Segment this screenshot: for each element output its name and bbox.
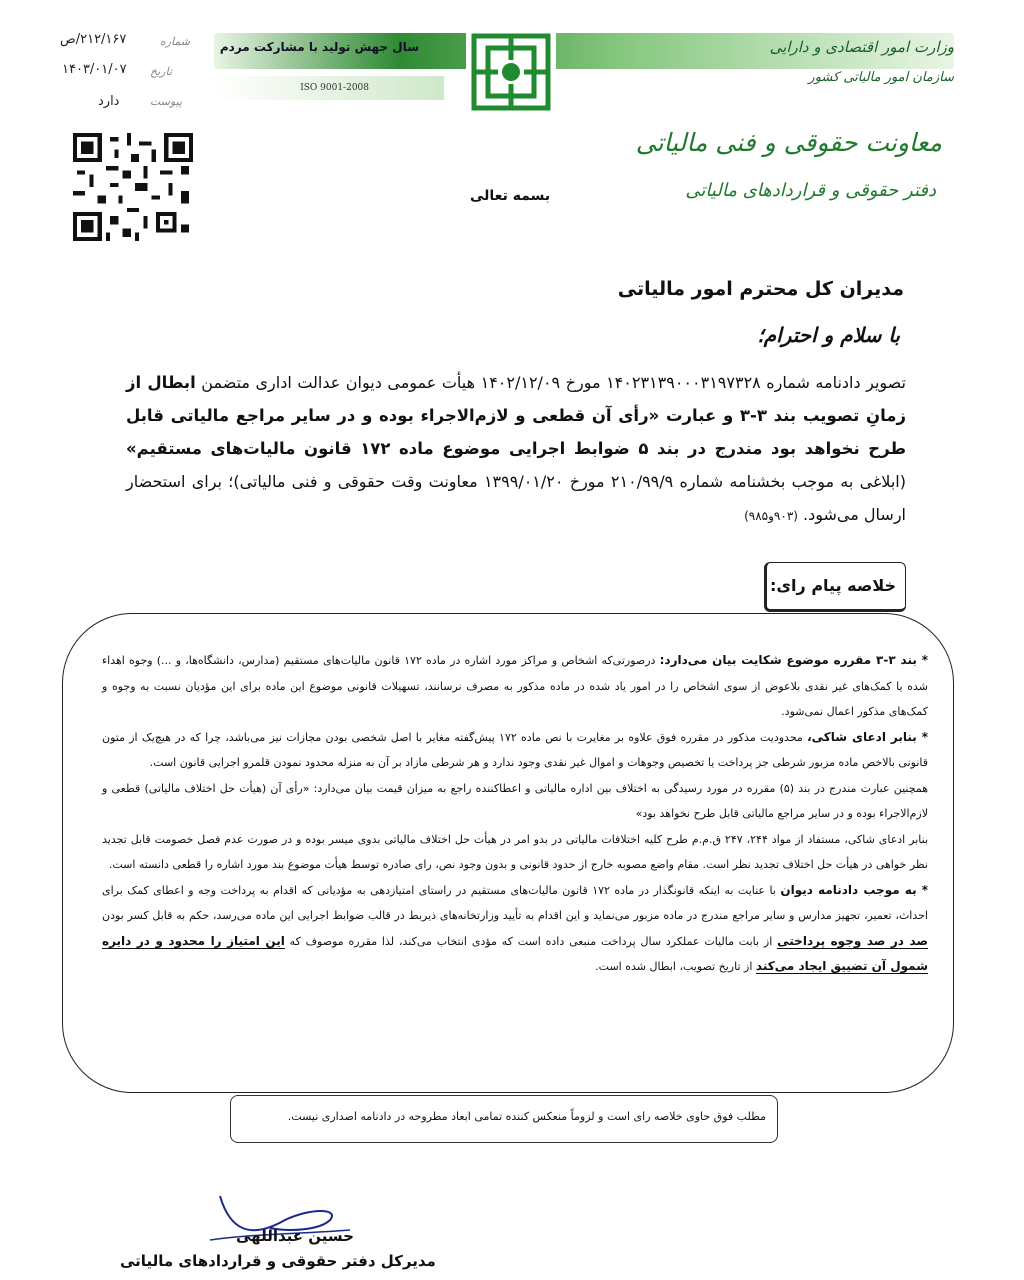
summary-sentence: درصورتی‌که اشخاص و مراکز مورد اشاره در ماده ۱۷۲ قانون مالیات‌های مستقیم (مدارس، دانشگاه‌ها، و ...) وجوه اهداء شده یا کمک‌های غیر نقدی بلاعوض از سوی اشخاص را در امور یاد شده در ماده مذکور به مصرف نرسانند، تسهیلات قانونی موضوع این ماده برای این مؤدیان نسبت به وجوه و کمک‌های مذکور اعمال نمی‌شود. (102, 654, 928, 718)
summary-text (102, 648, 928, 980)
summary-paragraph (102, 725, 928, 776)
letter-number: ۲۱۲/۱۶۷/ص (60, 32, 127, 47)
summary-sentence: از تاریخ تصویب، ابطال شده است. (595, 960, 756, 973)
bismillah: بسمه تعالی (470, 188, 551, 204)
recipient: مدیران کل محترم امور مالیاتی (617, 278, 904, 300)
organization-block (704, 38, 954, 85)
attachment-label: پیوست (150, 95, 183, 108)
attachment-value: دارد (98, 94, 120, 109)
signer-name: حسین عبداللهی (236, 1227, 354, 1245)
tax-organization-emblem-icon (466, 30, 556, 114)
office-name: دفتر حقوقی و قراردادهای مالیاتی (685, 180, 936, 201)
summary-paragraph (102, 648, 928, 725)
signer-title: مدیرکل دفتر حقوقی و قراردادهای مالیاتی (120, 1252, 436, 1270)
summary-heading: * بند ۳-۳ مقرره موضوع شکایت بیان می‌دارد: (659, 653, 928, 667)
deputy-name: معاونت حقوقی و فنی مالیاتی (635, 128, 942, 157)
summary-paragraph (102, 827, 928, 878)
summary-sentence: همچنین عبارت مندرج در بند (۵) مقرره در مورد رسیدگی به اختلاف بین اداره مالیاتی و اعطاکننده راجع به میزان قیمت بیان می‌دارد: «رأی آن (هیأت حل اختلاف مالیاتی) قطعی و لازم‌الاجراء بوده و در سایر مراجع مالیاتی قابل طرح نخواهد بود» (102, 781, 928, 820)
summary-sentence: بنابر ادعای شاکی، مستفاد از مواد ۲۴۴، ۲۴۷ ق.م.م طرح کلیه اختلافات مالیاتی در بدو امر در هیأت حل اختلاف مالیاتی بدوی میسر بوده و در صورت عدم فصل خصومت قابل تجدید نظر خواهی در هیأت حل اختلاف تجدید نظر است. مقام واضع مصوبه خارج از حدود قانونی و بدون وجود نص، رای صادره توسط هیأت موضوع بند مورد اشاره را قطعی دانسته است. (102, 832, 929, 871)
disclaimer-text: مطلب فوق حاوی خلاصه رای است و لزوماً منعکس کننده تمامی ابعاد مطروحه در دادنامه اصداری نیست. (287, 1110, 766, 1123)
summary-paragraph (102, 878, 928, 980)
letter-body (126, 366, 906, 533)
letter-date: ۱۴۰۳/۰۱/۰۷ (62, 62, 127, 77)
body-emphasis: ابطال از زمانِ تصویب بند ۳-۳ و عبارت «رأی آن قطعی و لازم‌الاجراء بوده و در سایر مراجع مالیاتی قابل طرح نخواهد بود مندرج در بند ۵ ضوابط اجرایی موضوع ماده ۱۷۲ قانون مالیات‌های مستقیم» (126, 373, 906, 458)
body-reference: (۹۰۳و۹۸۵) (744, 509, 798, 523)
number-label: شماره (160, 35, 191, 48)
ministry-name: وزارت امور اقتصادی و دارایی (769, 38, 954, 56)
summary-sentence: با عنایت به اینکه قانونگذار در ماده ۱۷۲ قانون مالیات‌های مستقیم در راستای امتیازدهی به مؤدیانی که اقدام به پرداخت وجه و اعطای کمک برای احداث، تعمیر، تجهیز مدارس و سایر مراجع مندرج در ماده مزبور می‌نماید و این اقدام به تأیید وزارتخانه‌های ذیربط در قالب ضوابط اجرایی این ماده می‌رسد، حکم به قابل کسر بودن (102, 883, 928, 922)
organization-name: سازمان امور مالیاتی کشور (808, 70, 954, 85)
date-label: تاریخ (150, 65, 172, 78)
summary-sentence: از بابت مالیات عملکرد سال پرداخت منبعی داده است که مؤدی انتخاب می‌کند، لذا مقرره موصوف که (284, 934, 778, 948)
summary-sentence: محدودیت مذکور در مقرره فوق علاوه بر مغایرت با نص ماده ۱۷۲ پیش‌گفته مغایر با اصل شخصی بودن مجازات نیز می‌باشد، چرا که در هیچ‌یک از متون قانونی بالاخص ماده مزبور شرطی جز پرداخت یا تخصیص وجوهات و اموال غیر نقدی وجود ندارد و هر شرطی مازاد بر آن به منزله محدود نمودن قلمرو اجرایی قانون است. (102, 730, 928, 769)
summary-heading: * بنابر ادعای شاکی، (807, 729, 928, 744)
qr-code-icon (72, 133, 194, 241)
summary-paragraph (102, 776, 928, 827)
iso-label: ISO 9001-2008 (300, 83, 369, 93)
summary-title: خلاصه پیام رای: (769, 576, 896, 595)
summary-heading: * به موجب دادنامه دیوان (780, 882, 929, 897)
summary-underlined-phrase: این امتیاز را محدود و در دایره شمول آن تضییق ایجاد می‌کند (102, 933, 928, 973)
summary-underlined-phrase: صد در صد وجوه پرداختی (777, 933, 929, 948)
year-slogan: سال جهش تولید با مشارکت مردم (219, 40, 419, 54)
body-intro: تصویر دادنامه شماره ۱۴۰۲۳۱۳۹۰۰۰۳۱۹۷۳۲۸ مورخ ۱۴۰۲/۱۲/۰۹ هیأت عمومی دیوان عدالت اداری متضمن (195, 373, 907, 392)
body-continuation: (ابلاغی به موجب بخشنامه شماره ۲۱۰/۹۹/۹ مورخ ۱۳۹۹/۰۱/۲۰ معاونت وقت حقوقی و فنی مالیاتی)؛ برای استحضار ارسال می‌شود. (126, 472, 906, 524)
greeting: با سلام و احترام؛ (757, 323, 900, 347)
